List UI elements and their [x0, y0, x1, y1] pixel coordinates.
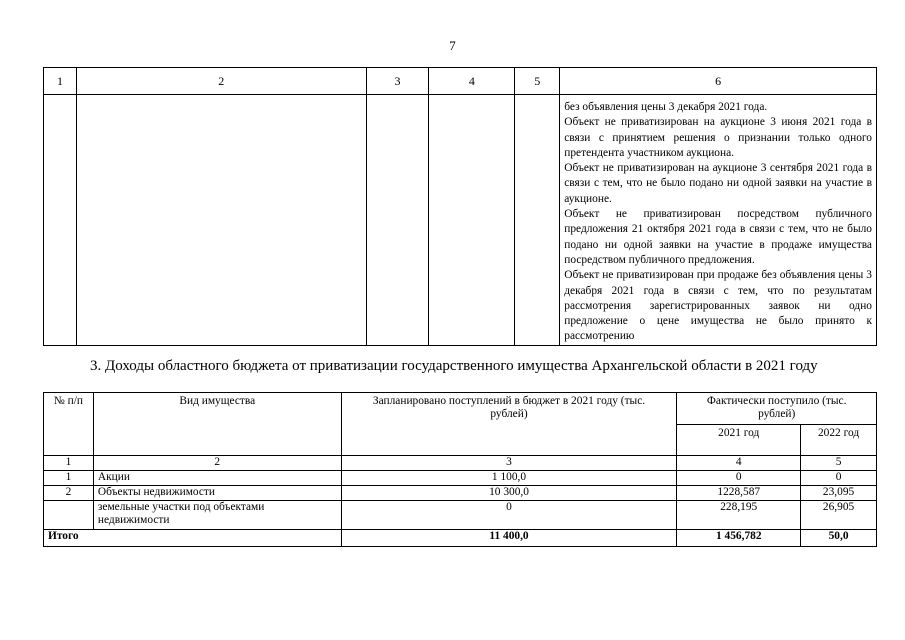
header-planned: Запланировано поступлений в бюджет в 2021 году (тыс. рублей): [341, 393, 677, 456]
continuation-table: [43, 67, 877, 346]
table-header-row: [44, 393, 877, 425]
index-row: 1 2 3 4 5: [44, 456, 877, 471]
table-row: 1 Акции 1 100,0 0 0: [44, 471, 877, 486]
column-number: 5: [515, 68, 560, 95]
total-2021: 1 456,782: [715, 530, 762, 542]
note-paragraph: Объект не приватизирован на аукционе 3 июня 2021 года в связи с принятием решения о признании только одного претендента участником аукциона.: [564, 116, 872, 159]
header-year-2021: 2021 год: [677, 424, 801, 456]
note-paragraph: Объект не приватизирован посредством публичного предложения 21 октября 2021 года в связи с тем, что не было подано ни одной заявки на участие в продаже имущества посредством публичного предложения.: [564, 208, 872, 266]
table-row: 2 Объекты недвижимости 10 300,0 1228,587 23,095: [44, 486, 877, 501]
table-header-row: [44, 68, 877, 95]
column-number: 3: [366, 68, 429, 95]
note-paragraph: без объявления цены 3 декабря 2021 года.: [564, 101, 768, 113]
column-number: 1: [44, 68, 77, 95]
column-number: 4: [429, 68, 515, 95]
table-row: [44, 95, 877, 346]
header-actual: Фактически поступило (тыс. рублей): [677, 393, 877, 425]
total-planned: 11 400,0: [489, 530, 529, 542]
total-2022: 50,0: [828, 530, 849, 542]
total-row: [44, 530, 877, 547]
table-row: земельные участки под объектами недвижимости 0 228,195 26,905: [44, 501, 877, 530]
page-number: 7: [449, 38, 456, 53]
revenue-table: [43, 392, 877, 547]
header-property-type: Вид имущества: [93, 393, 341, 456]
note-paragraph: Объект не приватизирован при продаже без объявления цены 3 декабря 2021 года в связи с тем, что по результатам рассмотрения зарегистрированных заявок ни одно предложение о цене имущества не было принято к рассмотрению: [564, 269, 872, 343]
privatization-notes-cell: [560, 95, 877, 346]
note-paragraph: Объект не приватизирован на аукционе 3 сентября 2021 года в связи с тем, что не было подано ни одной заявки на участие в аукционе.: [564, 162, 872, 205]
column-number: 6: [560, 68, 877, 95]
header-number: № п/п: [44, 393, 94, 456]
header-year-2022: 2022 год: [801, 424, 877, 456]
total-label: Итого: [48, 530, 79, 542]
column-number: 2: [76, 68, 366, 95]
section-heading: 3. Доходы областного бюджета от приватизации государственного имущества Архангельской области в 2021 году: [90, 358, 818, 374]
